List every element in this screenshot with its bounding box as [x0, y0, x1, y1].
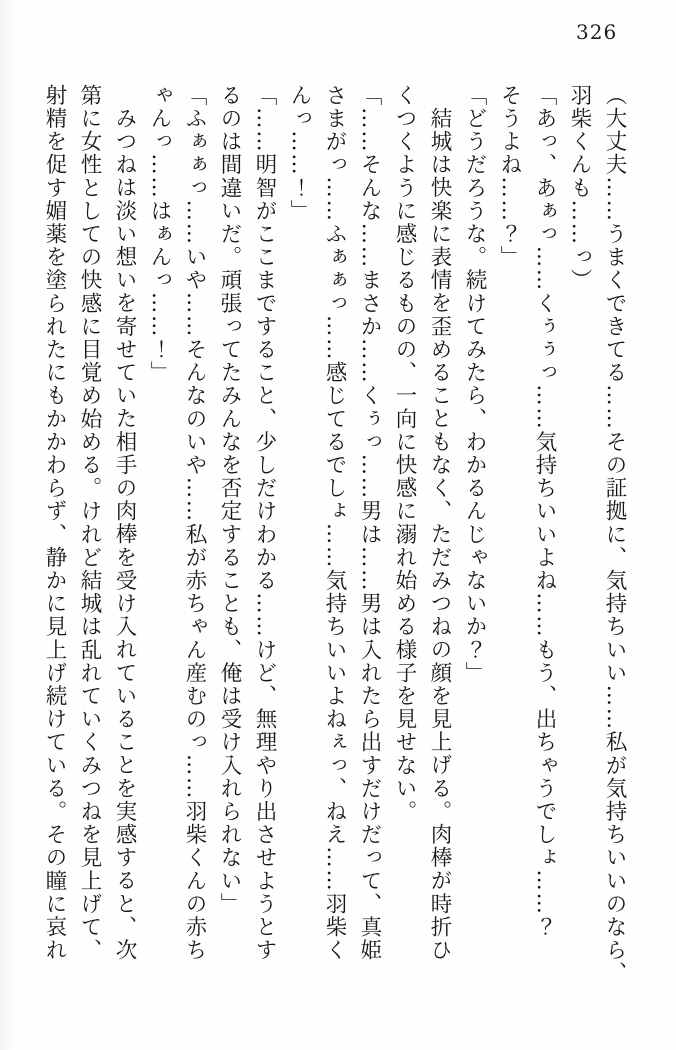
text-column: 第に女性としての快感に目覚め始める。けれど結城は乱れていくみつねを見上げて、	[77, 84, 102, 962]
page-text	[37, 84, 632, 994]
text-column: 羽柴くんも……っ）	[567, 84, 592, 292]
text-column: 「ふぁぁっ……いや……そんなのいや……私が赤ちゃん産むのっ……羽柴くんの赤ち	[182, 84, 207, 962]
text-column: 「どうだろうな。続けてみたら、わかるんじゃないか？」	[462, 84, 487, 685]
text-column: 「あっ、あぁっ……くぅぅっ……気持ちいいよね……もう、出ちゃうでしょ……？	[532, 84, 557, 939]
text-column: ゃんっ……はぁんっ……！」	[147, 84, 172, 385]
text-column: んっ……！」	[287, 84, 312, 223]
text-column: るのは間違いだ。頑張ってたみんなを否定することも、俺は受け入れられない」	[217, 84, 242, 916]
text-column: 射精を促す媚薬を塗られたにもかかわらず、静かに見上げ続けている。その瞳に哀れ	[42, 84, 67, 962]
text-column: 「……そんな……まさか……くぅっ……男は……男は入れたら出すだけだって、真姫	[357, 84, 382, 962]
page-number: 326	[576, 20, 618, 44]
text-column: （大丈夫……うまくできてる……その証拠に、気持ちいい……私が気持ちいいのなら、	[602, 84, 627, 985]
text-column: さまがっ……ふぁぁっ……感じてるでしょ……気持ちいいよねぇっ、ねえ……羽柴く	[322, 84, 347, 962]
text-column: 結城は快楽に表情を歪めることもなく、ただみつねの顔を見上げる。肉棒が時折ひ	[427, 107, 452, 962]
text-column: くつくように感じるものの、一向に快感に溺れ始める様子を見せない。	[392, 84, 417, 824]
text-column: そうよね……？」	[497, 84, 522, 269]
text-column: みつねは淡い想いを寄せていた相手の肉棒を受け入れていることを実感すると、次	[112, 107, 137, 962]
text-column: 「……明智がここまですること、少しだけわかる……けど、無理やり出させようとす	[252, 84, 277, 962]
